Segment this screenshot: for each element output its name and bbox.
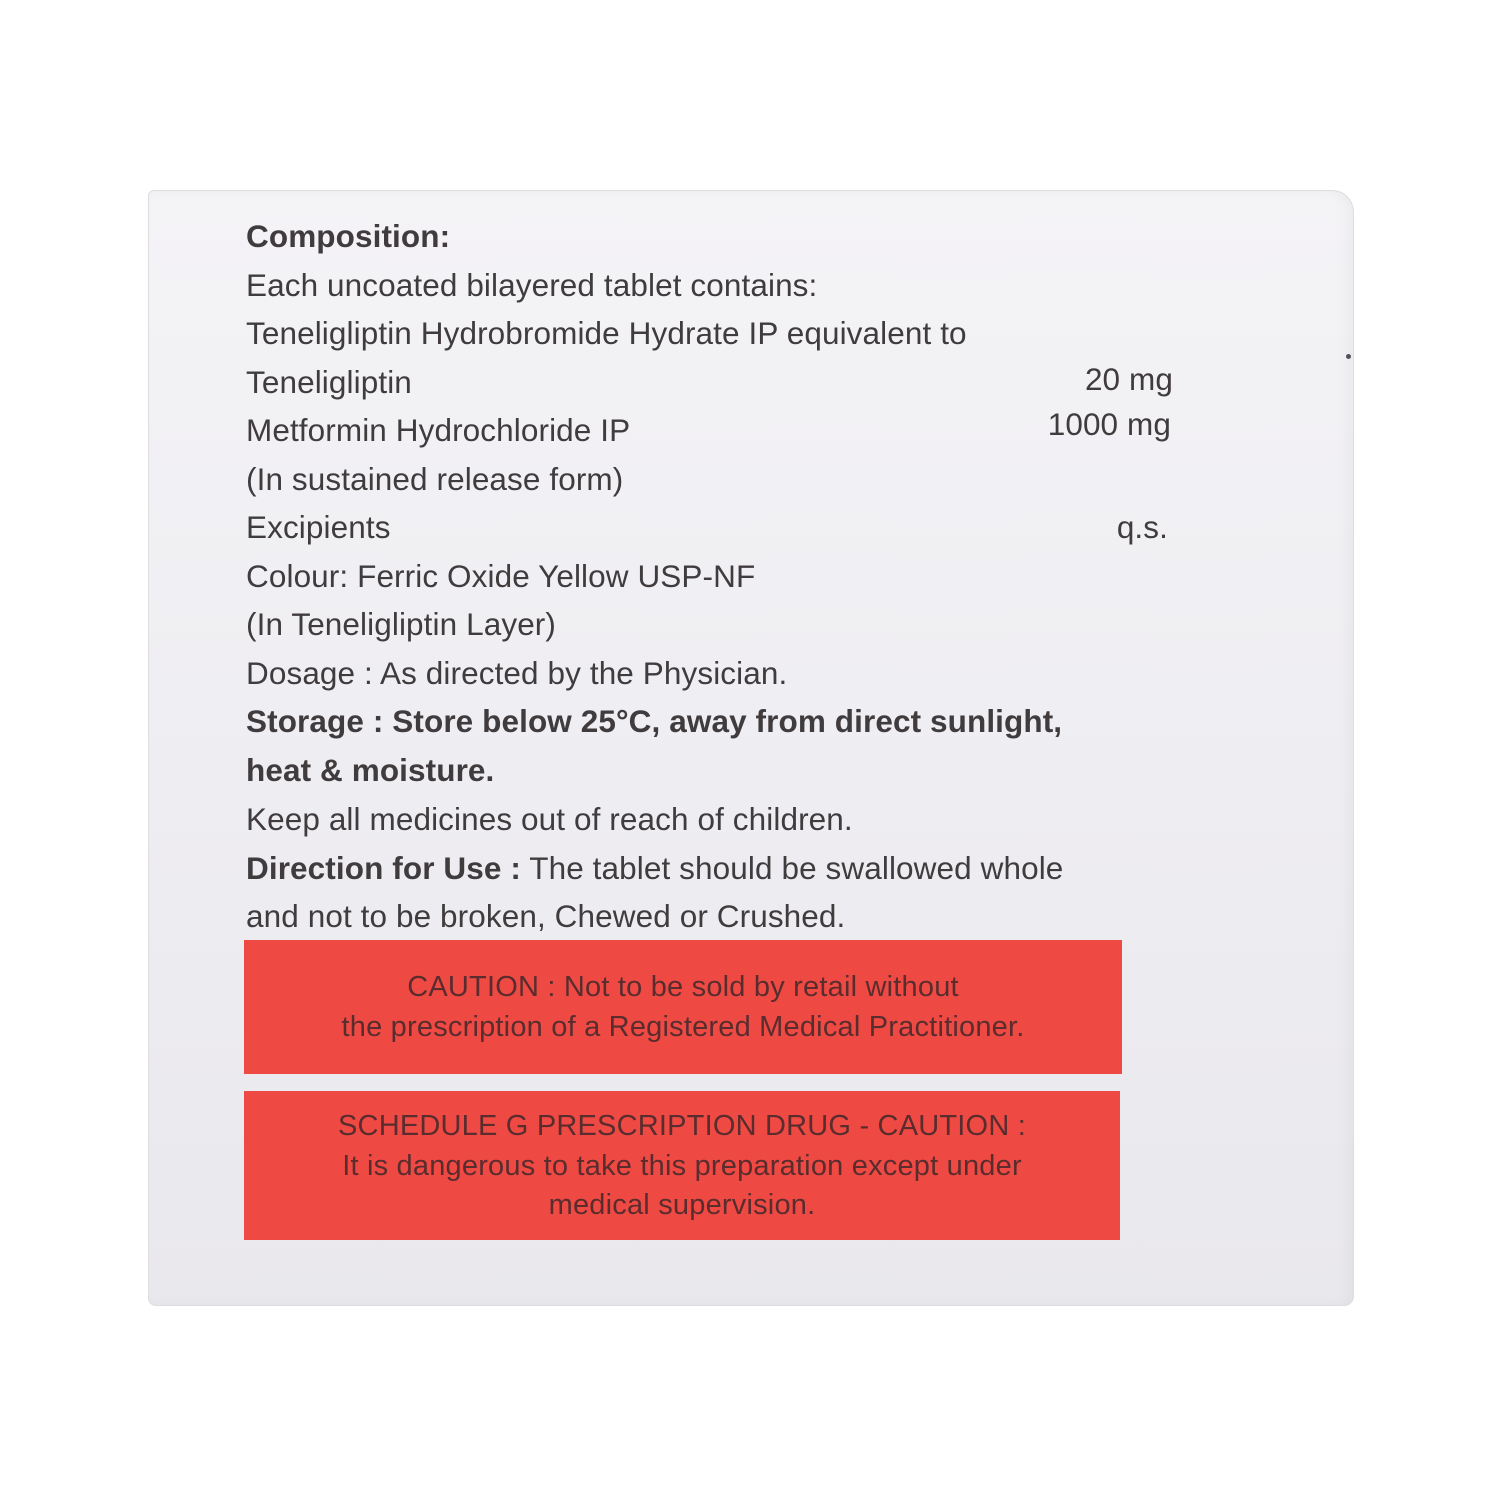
colour-note: (In Teneligliptin Layer): [246, 606, 556, 642]
direction-text: The tablet should be swallowed whole: [520, 849, 1064, 886]
schedule-line-1: SCHEDULE G PRESCRIPTION DRUG - CAUTION :: [338, 1110, 1026, 1142]
ingredient-name: Metformin Hydrochloride IP: [246, 412, 631, 448]
schedule-line-2: It is dangerous to take this preparation except under: [342, 1149, 1022, 1182]
caution-box: [244, 940, 1122, 1074]
storage-line-1: Storage : Store below 25°C, away from direct sunlight,: [246, 703, 1063, 739]
composition-heading: Composition:: [246, 218, 451, 254]
label-content: [246, 212, 1206, 941]
ingredient-amount: 20 mg: [1084, 360, 1173, 397]
ingredient-row-teneligliptin: [246, 358, 1206, 407]
children-warning: Keep all medicines out of reach of children.: [246, 801, 853, 837]
caution-line-2: the prescription of a Registered Medical Practitioner.: [341, 1011, 1025, 1043]
direction-label: Direction for Use :: [246, 849, 521, 886]
release-note: (In sustained release form): [246, 460, 624, 497]
teneligliptin-salt-line: Teneligliptin Hydrobromide Hydrate IP equivalent to: [246, 315, 967, 351]
ingredient-name: Teneligliptin: [246, 363, 412, 400]
caution-line-1: CAUTION : Not to be sold by retail without: [407, 971, 959, 1003]
schedule-g-box: [244, 1091, 1120, 1240]
storage-line-2: heat & moisture.: [246, 752, 495, 788]
direction-line-1: [246, 844, 1206, 893]
ingredient-amount: 1000 mg: [1047, 406, 1171, 442]
ingredient-row-metformin: [246, 406, 1206, 455]
excipients-amount: q.s.: [1116, 509, 1168, 545]
dosage-line: Dosage : As directed by the Physician.: [246, 654, 788, 691]
composition-intro: Each uncoated bilayered tablet contains:: [246, 266, 818, 303]
excipients-row: [246, 503, 1206, 552]
direction-line-2: and not to be broken, Chewed or Crushed.: [246, 898, 846, 934]
medicine-carton-panel: [148, 190, 1354, 1306]
excipients-name: Excipients: [246, 509, 391, 545]
colour-line: Colour: Ferric Oxide Yellow USP-NF: [246, 557, 756, 594]
schedule-line-3: medical supervision.: [548, 1189, 816, 1221]
